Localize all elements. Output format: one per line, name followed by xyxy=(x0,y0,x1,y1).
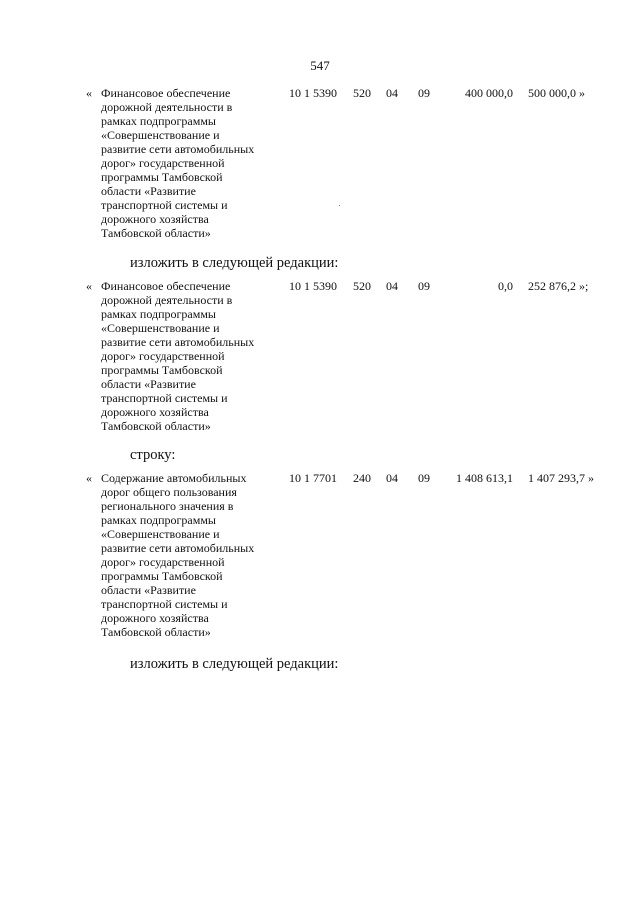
opening-quote: « xyxy=(86,86,92,100)
opening-quote: « xyxy=(86,471,92,485)
expense-type-code: 520 xyxy=(353,86,371,100)
section-code: 04 xyxy=(386,471,398,485)
section-code: 04 xyxy=(386,279,398,293)
target-article-code: 10 1 5390 xyxy=(289,279,337,293)
amount-year-2: 1 407 293,7 » xyxy=(528,471,594,485)
expense-type-code: 240 xyxy=(353,471,371,485)
amount-year-1: 0,0 xyxy=(498,279,513,293)
instruction-heading: строку: xyxy=(130,447,176,463)
page-number: 547 xyxy=(310,58,330,73)
amount-year-2: 252 876,2 »; xyxy=(528,279,589,293)
expense-type-code: 520 xyxy=(353,279,371,293)
subsection-code: 09 xyxy=(418,279,430,293)
instruction-heading: изложить в следующей редакции: xyxy=(130,656,339,672)
subsection-code: 09 xyxy=(418,86,430,100)
row-description: Финансовое обеспечение дорожной деятельности в рамках подпрограммы «Совершенствование и развитие сети автомобильных дорог» государственной программы Тамбовской области «Развитие транспортной системы и дорожного хозяйства Тамбовской области» xyxy=(101,279,255,433)
amount-year-2: 500 000,0 » xyxy=(528,86,585,100)
target-article-code: 10 1 5390 xyxy=(289,86,337,100)
target-article-code: 10 1 7701 xyxy=(289,471,337,485)
row-description: Содержание автомобильных дорог общего пользования регионального значения в рамках подпрограммы «Совершенствование и развитие сети автомобильных дорог» государственной программы Тамбовской области «Развитие транспортной системы и дорожного хозяйства Тамбовской области» xyxy=(101,471,255,639)
row-description: Финансовое обеспечение дорожной деятельности в рамках подпрограммы «Совершенствование и развитие сети автомобильных дорог» государственной программы Тамбовской области «Развитие транспортной системы и дорожного хозяйства Тамбовской области» xyxy=(101,86,255,240)
amount-year-1: 1 408 613,1 xyxy=(456,471,513,485)
opening-quote: « xyxy=(86,279,92,293)
instruction-heading: изложить в следующей редакции: xyxy=(130,255,339,271)
scan-dot xyxy=(339,205,340,206)
subsection-code: 09 xyxy=(418,471,430,485)
amount-year-1: 400 000,0 xyxy=(465,86,513,100)
section-code: 04 xyxy=(386,86,398,100)
